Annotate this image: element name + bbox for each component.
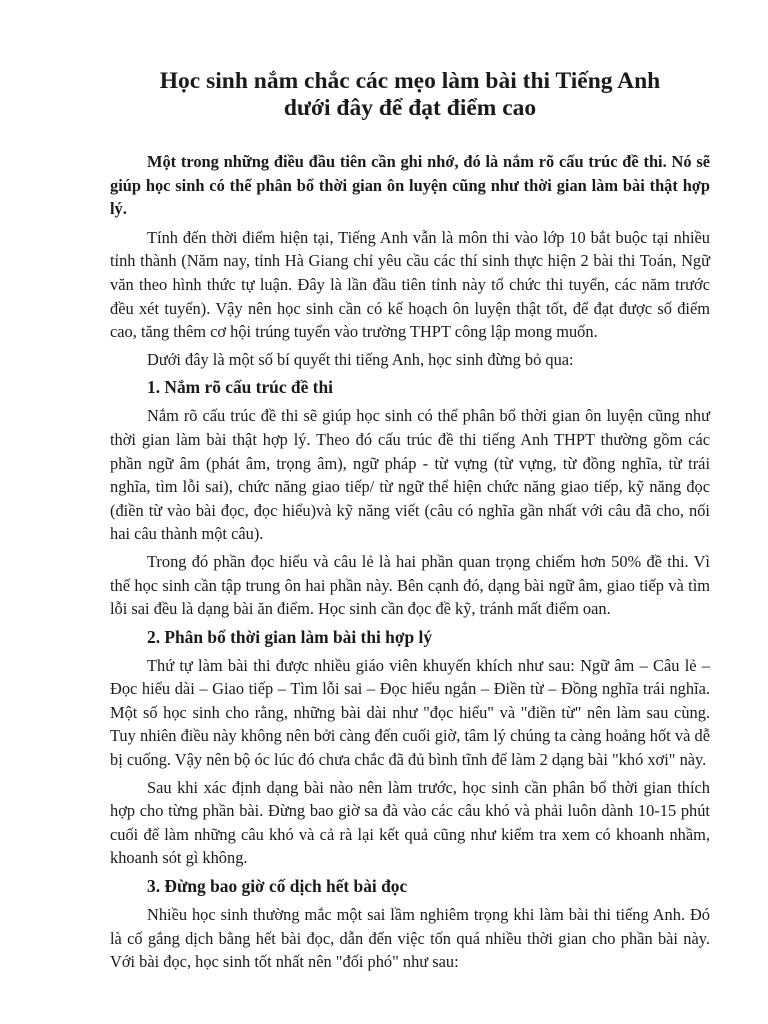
title-line-1: Học sinh nắm chắc các mẹo làm bài thi Tiếng Anh: [159, 68, 661, 94]
section-3-heading: 3. Đừng bao giờ cố dịch hết bài đọc: [147, 876, 408, 897]
title-line-2: dưới đây để đạt điểm cao: [283, 95, 537, 121]
section-2-paragraph-2: Sau khi xác định dạng bài nào nên làm trước, học sinh cần phân bổ thời gian thích hợp cho từng phần bài. Đừng bao giờ sa đà vào các câu khó và phải luôn dành 10-15 phút cuối để làm những câu khó và cả rà lại kết quả cũng như kiểm tra xem có khoanh nhầm, khoanh sót gì không.: [110, 777, 710, 868]
section-2-heading: 2. Phân bổ thời gian làm bài thi hợp lý: [147, 626, 433, 647]
section-1-paragraph-1: Nắm rõ cấu trúc đề thi sẽ giúp học sinh có thể phân bổ thời gian ôn luyện cũng như thời gian làm bài thật hợp lý. Theo đó cấu trúc đề thi tiếng Anh THPT thường gồm các phần ngữ âm (phát âm, trọng âm), ngữ pháp - từ vựng (từ vựng, từ đồng nghĩa, từ trái nghĩa, tìm lỗi sai), chức năng giao tiếp/ từ ngữ thể hiện chức năng giao tiếp, kỹ năng đọc (điền từ vào bài đọc, đọc hiểu)và kỹ năng viết (câu có nghĩa gần nhất với câu đã cho, nối hai câu thành một câu).: [110, 406, 710, 544]
lead-paragraph: Một trong những điều đầu tiên cần ghi nhớ, đó là nắm rõ cấu trúc đề thi. Nó sẽ giúp học sinh có thể phân bổ thời gian ôn luyện cũng như thời gian làm bài thật hợp lý.: [110, 152, 710, 219]
intro-paragraph-2: Dưới đây là một số bí quyết thi tiếng Anh, học sinh đừng bỏ qua:: [147, 349, 574, 369]
page-title: [110, 68, 710, 122]
section-2-paragraph-1: Thứ tự làm bài thi được nhiều giáo viên khuyến khích như sau: Ngữ âm – Câu lẻ – Đọc hiểu dài – Giao tiếp – Tìm lỗi sai – Đọc hiểu ngắn – Điền từ – Đồng nghĩa trái nghĩa. Một số học sinh cho rằng, những bài dài như "đọc hiểu" và "điền từ" nên làm sau cùng. Tuy nhiên điều này không nên bởi càng đến cuối giờ, tâm lý chúng ta càng hoảng hốt và dễ bị cuống. Vậy nên bộ óc lúc đó chưa chắc đã đủ bình tĩnh để làm 2 dạng bài "khó xơi" này.: [110, 655, 710, 770]
section-3-paragraph-1: Nhiều học sinh thường mắc một sai lầm nghiêm trọng khi làm bài thi tiếng Anh. Đó là cố gắng dịch bằng hết bài đọc, dẫn đến việc tốn quá nhiều thời gian cho phần bài này. Với bài đọc, học sinh tốt nhất nên "đối phó" như sau:: [110, 905, 710, 972]
section-1-heading: 1. Nắm rõ cấu trúc đề thi: [147, 377, 333, 398]
section-1-paragraph-2: Trong đó phần đọc hiểu và câu lẻ là hai phần quan trọng chiếm hơn 50% đề thi. Vì thế học sinh cần tập trung ôn hai phần này. Bên cạnh đó, dạng bài ngữ âm, giao tiếp và tìm lỗi sai đều là dạng bài ăn điểm. Học sinh cần đọc đề kỹ, tránh mất điểm oan.: [110, 551, 710, 619]
intro-paragraph-1: Tính đến thời điểm hiện tại, Tiếng Anh vẫn là môn thi vào lớp 10 bắt buộc tại nhiều tỉnh thành (Năm nay, tỉnh Hà Giang chỉ yêu cầu các thí sinh thực hiện 2 bài thi Toán, Ngữ văn theo hình thức tự luận. Đây là lần đầu tiên tỉnh này tổ chức thi tuyển, các năm trước đều xét tuyển). Vậy nên học sinh cần có kế hoạch ôn luyện thật tốt, để đạt được số điểm cao, tăng thêm cơ hội trúng tuyển vào trường THPT công lập mong muốn.: [110, 227, 710, 342]
document-page: [110, 68, 710, 978]
